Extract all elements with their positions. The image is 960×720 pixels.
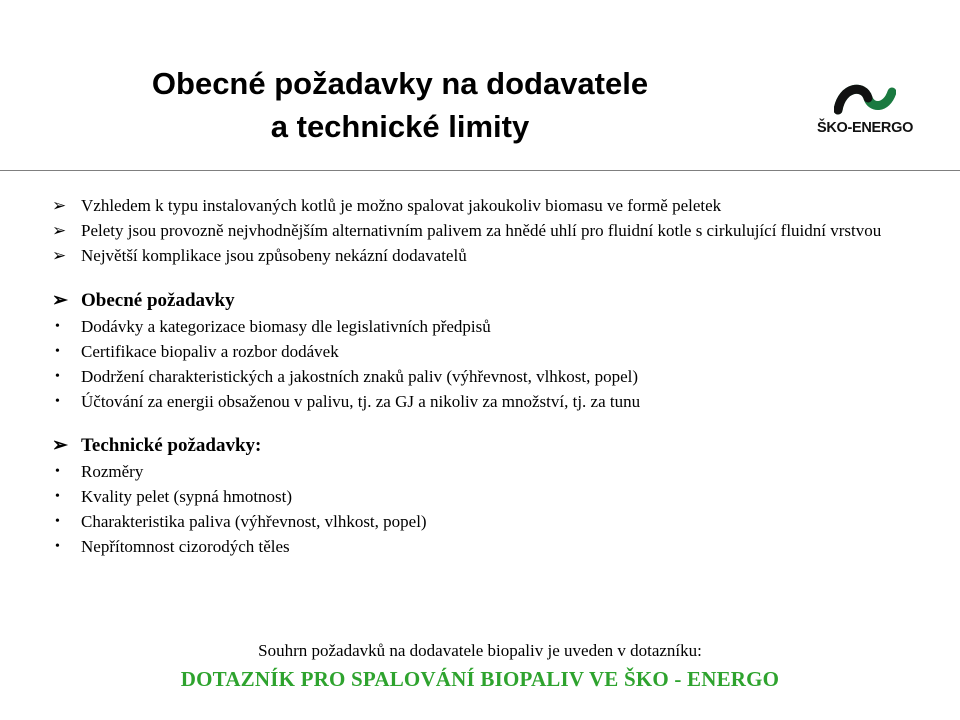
page-title: [80, 62, 720, 148]
intro-item: ➢ Největší komplikace jsou způsobeny nekázní dodavatelů: [52, 243, 932, 268]
list-item: • Účtování za energii obsaženou v palivu, tj. za GJ a nikoliv za množství, tj. za tunu: [52, 389, 932, 414]
bullet-icon: •: [55, 464, 60, 479]
list-item: • Kvality pelet (sypná hmotnost): [52, 484, 932, 509]
general-requirements-heading: ➢ Obecné požadavky: [52, 288, 932, 314]
title-line-1: Obecné požadavky na dodavatele: [151, 66, 649, 101]
slide-content: [52, 193, 932, 559]
company-logo: [800, 80, 930, 142]
questionnaire-title: DOTAZNÍK PRO SPALOVÁNÍ BIOPALIV VE ŠKO - ENERGO: [180, 667, 780, 691]
technical-requirements-heading: ➢ Technické požadavky:: [52, 433, 932, 459]
bullet-icon: •: [55, 344, 60, 359]
header-divider: [0, 170, 960, 171]
arrow-bullet-icon: ➢: [52, 246, 67, 265]
bullet-icon: •: [55, 514, 60, 529]
title-line-2: a technické limity: [270, 109, 530, 144]
sko-energo-logo-icon: [834, 80, 896, 120]
list-item: • Charakteristika paliva (výhřevnost, vlhkost, popel): [52, 509, 932, 534]
bullet-icon: •: [55, 539, 60, 554]
bullet-icon: •: [55, 489, 60, 504]
intro-item: ➢ Vzhledem k typu instalovaných kotlů je možno spalovat jakoukoliv biomasu ve formě peletek: [52, 193, 932, 218]
list-item: • Rozměry: [52, 459, 932, 484]
intro-item: ➢ Pelety jsou provozně nejvhodnějším alternativním palivem za hnědé uhlí pro fluidní kotle s cirkulující fluidní vrstvou: [52, 218, 932, 243]
bullet-icon: •: [55, 394, 60, 409]
list-item: • Nepřítomnost cizorodých těles: [52, 534, 932, 559]
bullet-icon: •: [55, 369, 60, 384]
bullet-icon: •: [55, 319, 60, 334]
arrow-bullet-icon: ➢: [52, 221, 67, 240]
footer-note: Souhrn požadavků na dodavatele biopaliv je uveden v dotazníku:: [258, 641, 702, 660]
list-item: • Certifikace biopaliv a rozbor dodávek: [52, 339, 932, 364]
arrow-bullet-icon: ➢: [52, 290, 68, 311]
list-item: • Dodržení charakteristických a jakostních znaků paliv (výhřevnost, vlhkost, popel): [52, 364, 932, 389]
arrow-bullet-icon: ➢: [52, 435, 68, 456]
arrow-bullet-icon: ➢: [52, 196, 67, 215]
logo-text: ŠKO-ENERGO: [816, 120, 914, 136]
list-item: • Dodávky a kategorizace biomasy dle legislativních předpisů: [52, 314, 932, 339]
